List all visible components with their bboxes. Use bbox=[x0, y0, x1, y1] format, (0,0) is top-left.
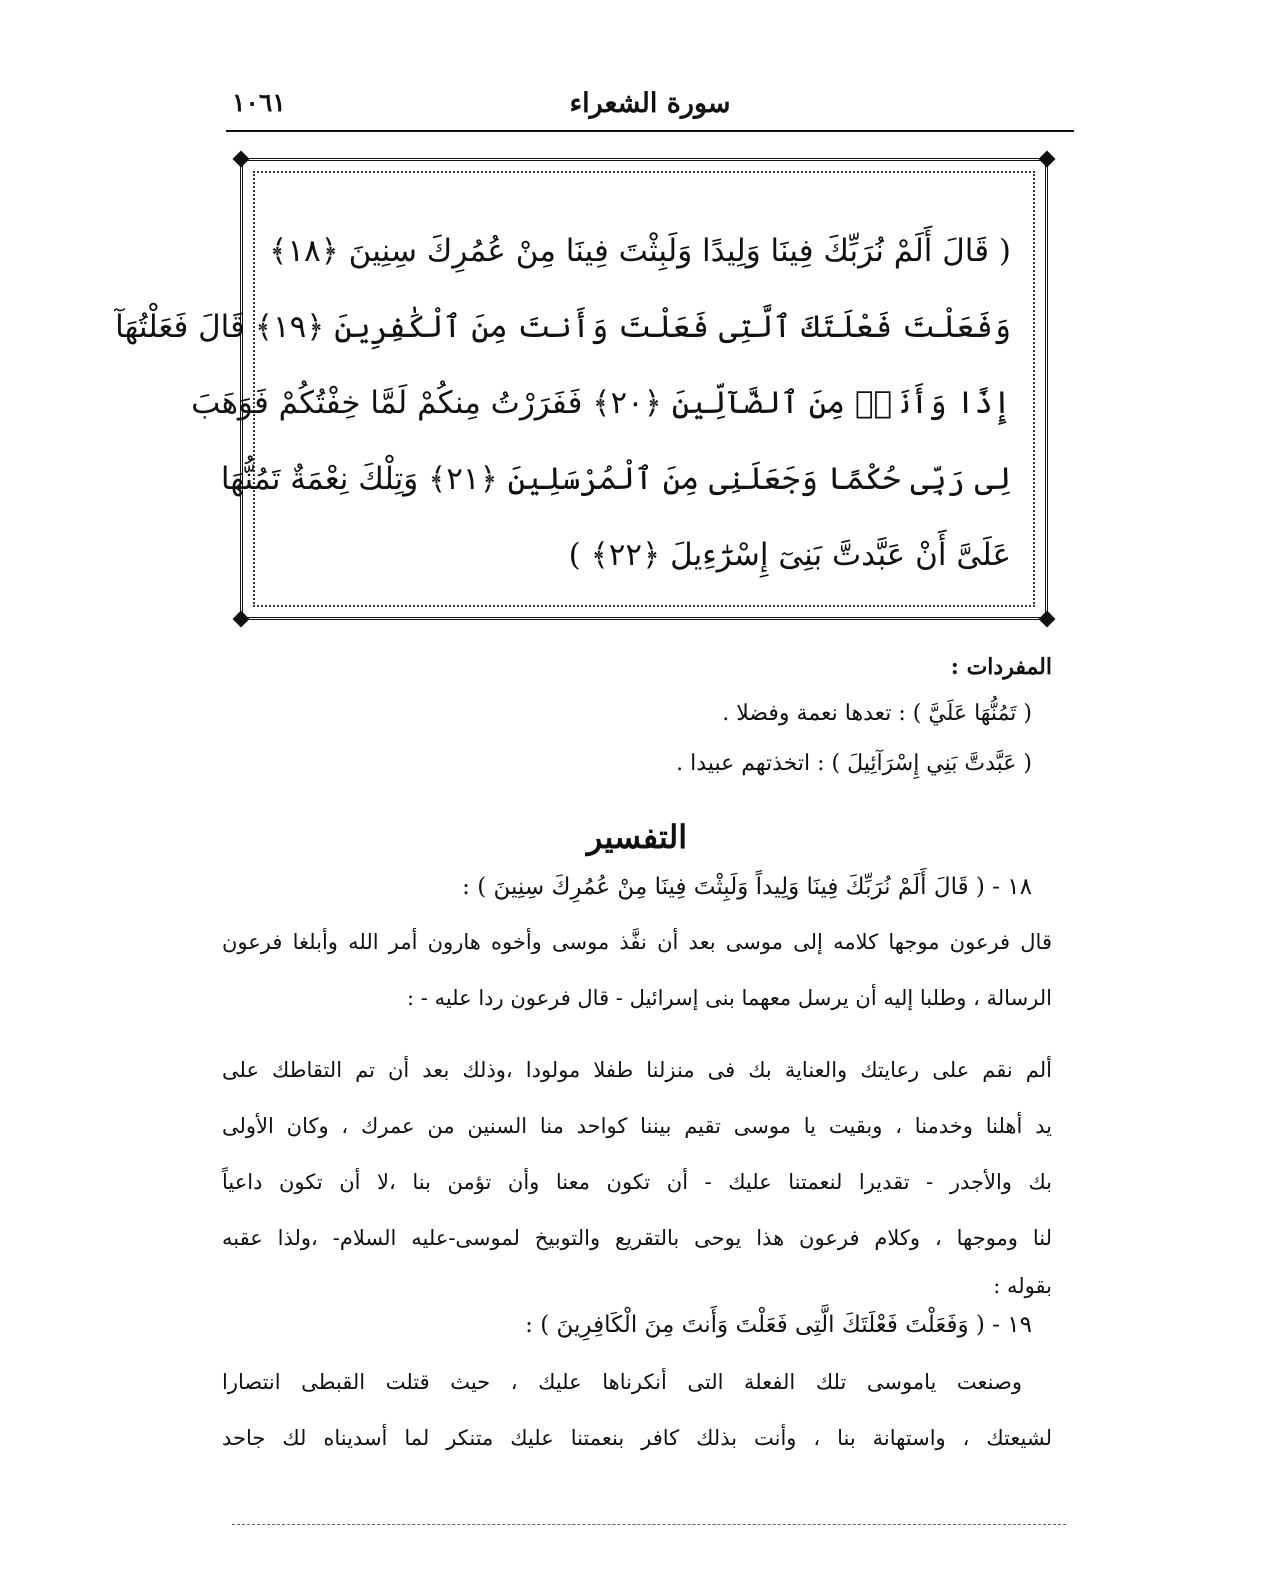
verse-reference: ١٩ - ( وَفَعَلْتَ فَعْلَتَكَ الَّتِى فَعَلْتَ وَأَنتَ مِنَ الْكَافِرِينَ ) : bbox=[525, 1312, 1032, 1338]
page-title: سورة الشعراء bbox=[569, 88, 731, 119]
paragraph-line: بك والأجدر - تقديرا لنعمتنا عليك - أن تكون معنا وأن تؤمن بنا ،لا أن تكون داعياً bbox=[222, 1170, 1052, 1194]
paragraph-line: بقوله : bbox=[993, 1274, 1052, 1298]
vocabulary-heading: المفردات : bbox=[950, 654, 1052, 680]
tafsir-paragraph bbox=[222, 1354, 1052, 1466]
paragraph-line: قال فرعون موجها كلامه إلى موسى بعد أن نفَّذ موسى وأخوه هارون أمر الله وأبلغا فرعون bbox=[222, 930, 1052, 954]
tafsir-heading: التفسير bbox=[586, 818, 688, 856]
quran-verses bbox=[115, 213, 1011, 593]
page-header bbox=[226, 88, 1074, 132]
frame-corner-ornament bbox=[233, 611, 250, 628]
paragraph-line: الرسالة ، وطلبا إليه أن يرسل معهما بنى إسرائيل - قال فرعون ردا عليه - : bbox=[407, 986, 1052, 1010]
paragraph-line: لشيعتك ، واستهانة بنا ، وأنت بذلك كافر بنعمتنا عليك متنكر لما أسديناه لك جاحد bbox=[222, 1426, 1052, 1450]
verse-frame bbox=[115, 158, 1048, 620]
footer-rule bbox=[232, 1524, 1066, 1525]
paragraph-line: لنا وموجها ، وكلام فرعون هذا يوحى بالتقريع والتوبيخ لموسى-عليه السلام- ،ولذا عقبه bbox=[222, 1226, 1052, 1250]
frame-corner-ornament bbox=[233, 151, 250, 168]
tafsir-paragraph bbox=[222, 914, 1052, 1026]
frame-corner-ornament bbox=[1039, 611, 1056, 628]
header-rule bbox=[226, 130, 1074, 132]
verse-line: وَفَعَلْتَ فَعْلَتَكَ ٱلَّتِى فَعَلْتَ وَأَنتَ مِنَ ٱلْكَٰفِرِينَ ﴿١٩﴾ قَالَ فَعَلْتُهَآ bbox=[115, 309, 1011, 345]
verse-line: عَلَىَّ أَنْ عَبَّدتَّ بَنِىٓ إِسْرَٰٓءِيلَ ﴿٢٢﴾ ) bbox=[568, 537, 1011, 573]
tafsir-section-18 bbox=[222, 862, 1052, 1306]
tafsir-section-19 bbox=[222, 1300, 1052, 1466]
paragraph-line: يد أهلنا وخدمنا ، وبقيت يا موسى تقيم بيننا كواحد منا السنين من عمرك ، وكان الأولى bbox=[222, 1114, 1052, 1138]
tafsir-paragraph bbox=[222, 1042, 1052, 1306]
paragraph-line: وصنعت ياموسى تلك الفعلة التى أنكرناها عليك ، حيث قتلت القبطى انتصارا bbox=[222, 1370, 1022, 1394]
verse-line: إِذًا وَأَنَا۠ مِنَ ٱلضَّآلِّينَ ﴿٢٠﴾ فَفَرَرْتُ مِنكُمْ لَمَّا خِفْتُكُمْ فَوَهَبَ bbox=[191, 385, 1011, 421]
vocabulary-item: ( تَمُنُّهَا عَلَيَّ ) : تعدها نعمة وفضلا . bbox=[722, 701, 1032, 726]
vocabulary-section bbox=[226, 645, 1052, 789]
frame-corner-ornament bbox=[1039, 151, 1056, 168]
verse-line: لِى رَبِّى حُكْمًا وَجَعَلَنِى مِنَ ٱلْمُرْسَلِينَ ﴿٢١﴾ وَتِلْكَ نِعْمَةٌ تَمُنُّهَا bbox=[220, 461, 1011, 497]
verse-reference: ١٨ - ( قَالَ أَلَمْ نُرَبِّكَ فِينَا وَلِيداً وَلَبِثْتَ فِينَا مِنْ عُمُرِكَ سِنِينَ ) : bbox=[462, 874, 1032, 900]
page-number: ١٠٦١ bbox=[232, 88, 286, 117]
verse-line: ( قَالَ أَلَمْ نُرَبِّكَ فِينَا وَلِيدًا وَلَبِثْتَ فِينَا مِنْ عُمُرِكَ سِنِينَ ﴿١٨﴾ bbox=[269, 233, 1011, 269]
paragraph-line: ألم نقم على رعايتك والعناية بك فى منزلنا طفلا مولودا ،وذلك بعد أن تم التقاطك على bbox=[222, 1058, 1052, 1082]
vocabulary-item: ( عَبَّدتَّ بَنِي إِسْرَآئِيلَ ) : اتخذتهم عبيدا . bbox=[676, 751, 1032, 776]
